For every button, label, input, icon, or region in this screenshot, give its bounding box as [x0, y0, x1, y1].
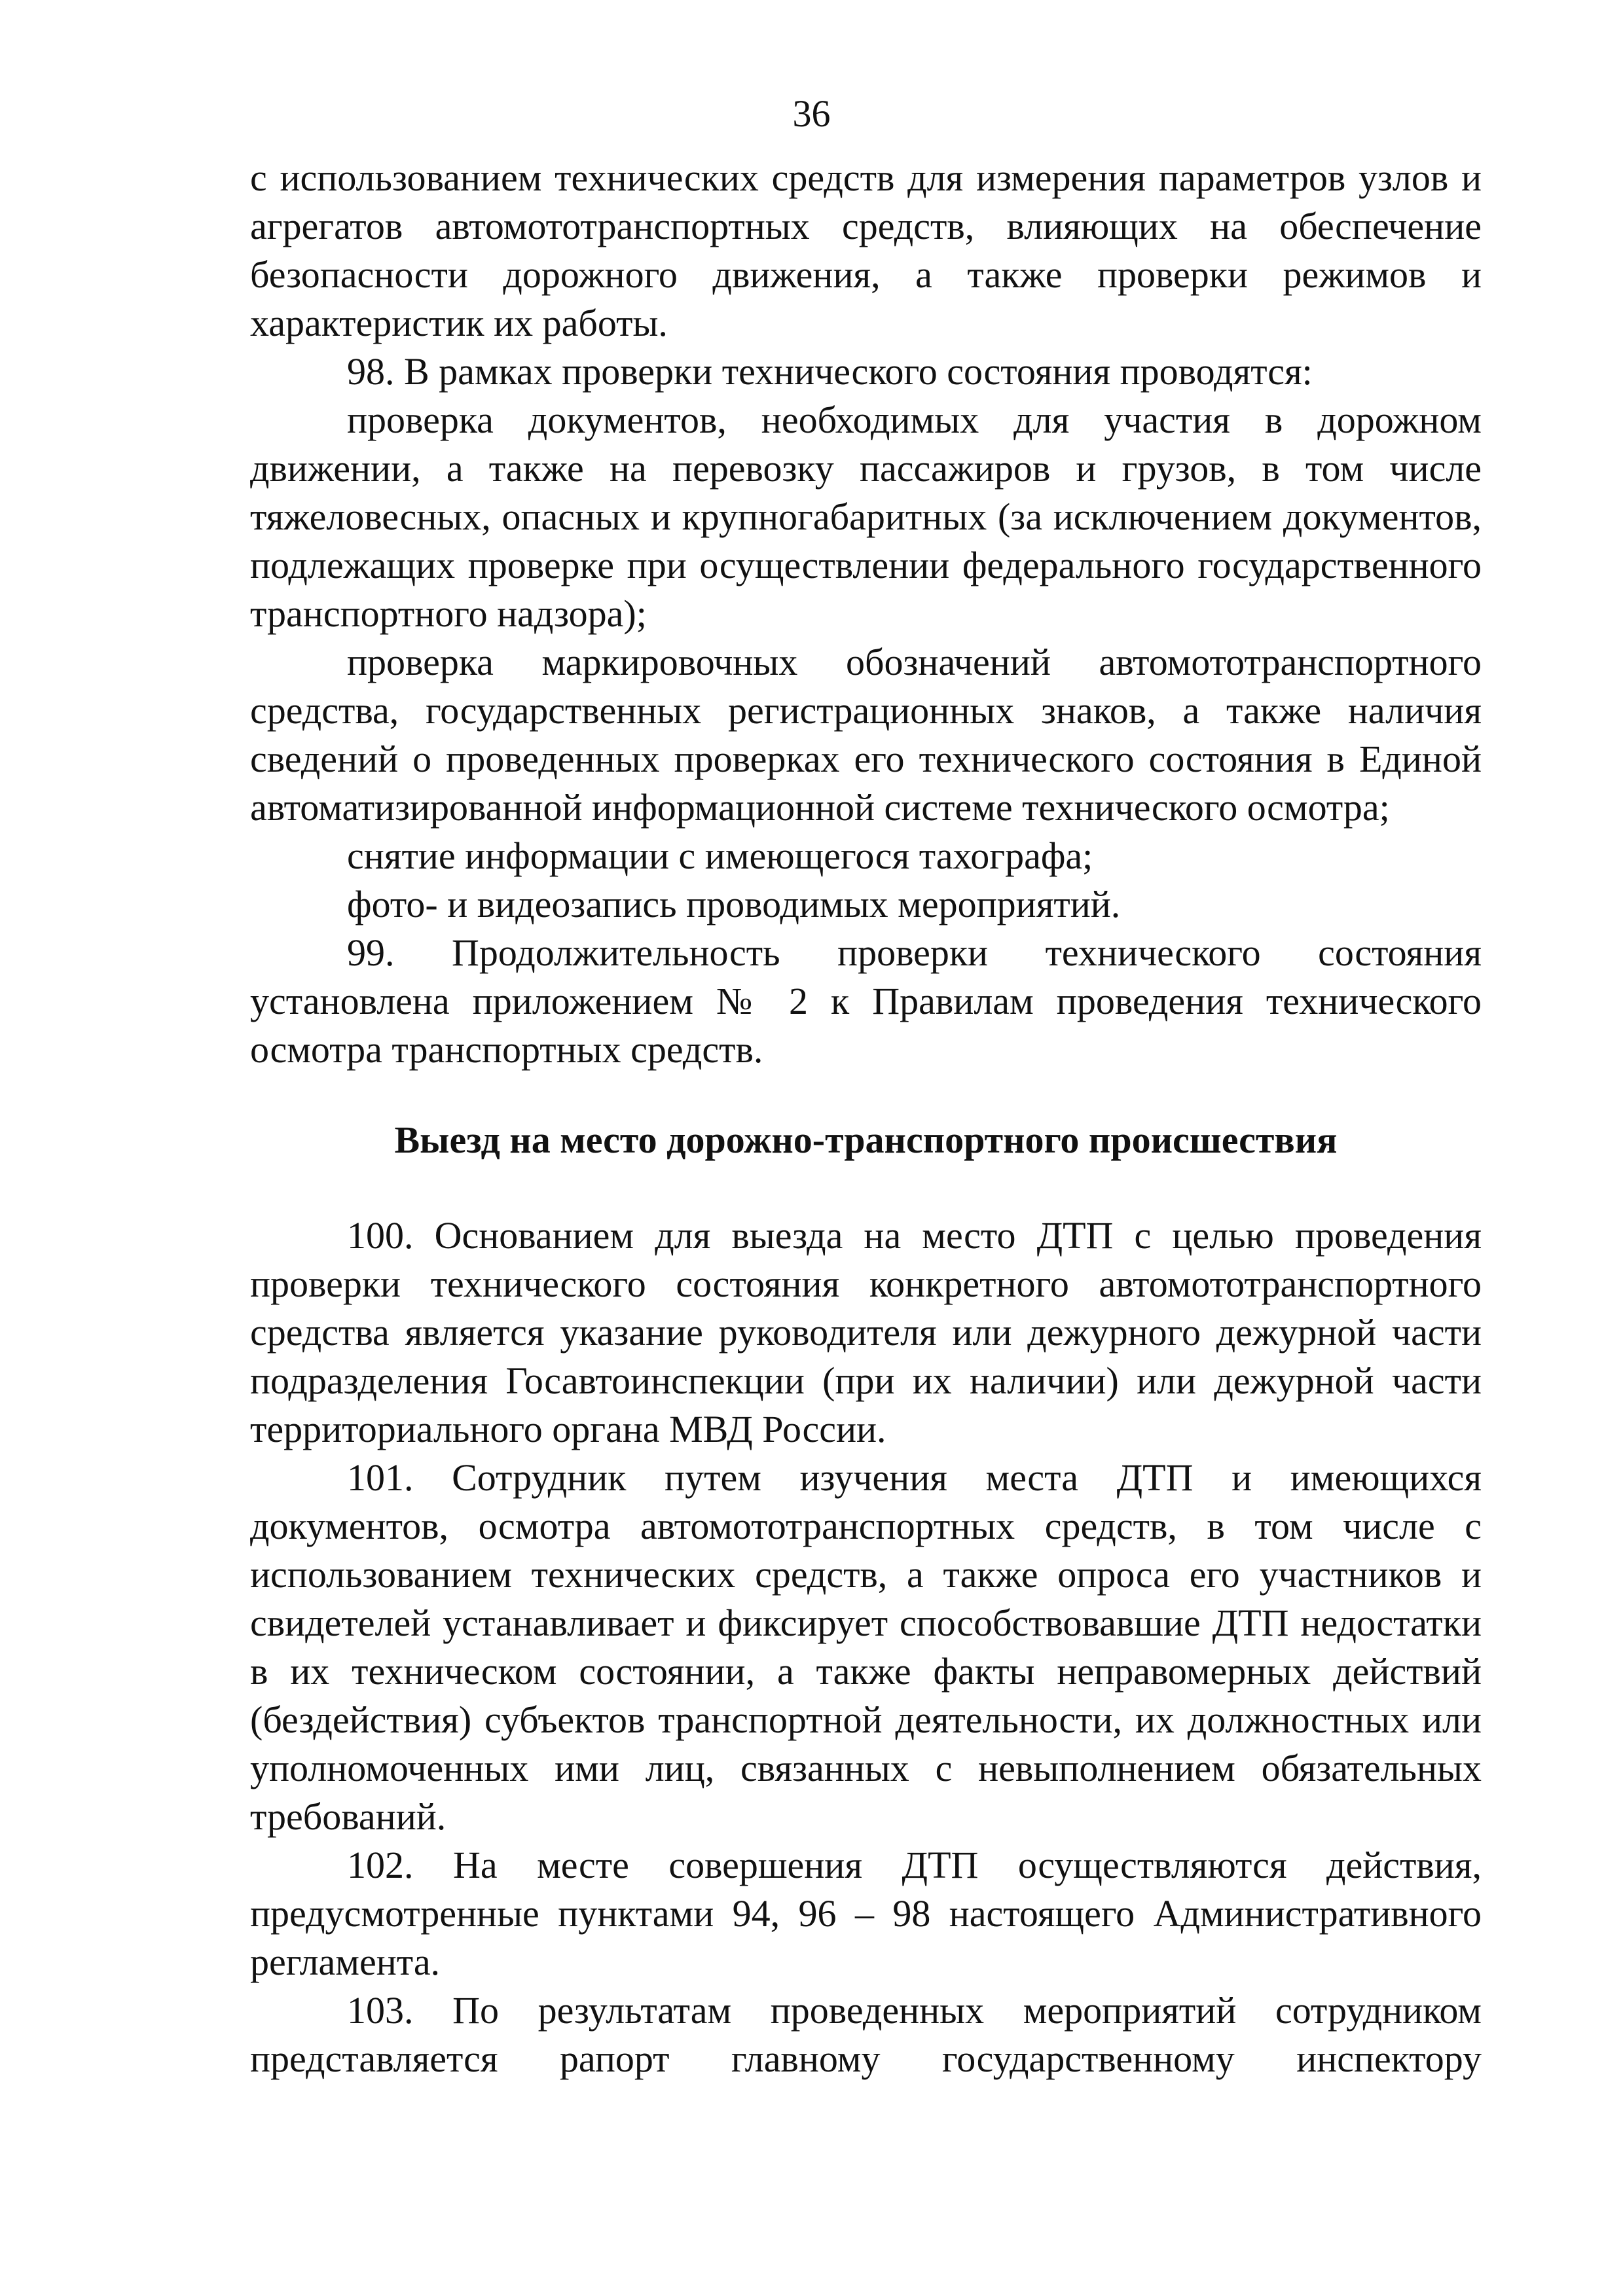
text-line: (бездействия) субъектов транспортной деятельности, их должностных или [250, 1698, 1482, 1741]
text-line: 103. По результатам проведенных мероприятий сотрудником [347, 1989, 1482, 2032]
text-line: средства является указание руководителя или дежурного дежурной части [250, 1311, 1482, 1354]
paragraph [250, 396, 1482, 638]
text-line: проверка маркировочных обозначений автомототранспортного [347, 641, 1482, 683]
paragraph [250, 154, 1482, 348]
paragraph [250, 638, 1482, 832]
text-line: 99. Продолжительность проверки технического состояния [347, 931, 1482, 974]
text-line: 100. Основанием для выезда на место ДТП с целью проведения [347, 1214, 1482, 1257]
text-line: безопасности дорожного движения, а также проверки режимов и [250, 253, 1482, 296]
text-line: движении, а также на перевозку пассажиров и грузов, в том числе [250, 447, 1482, 490]
paragraph [250, 832, 1482, 880]
text-line: установлена приложением № 2 к Правилам проведения технического [250, 980, 1482, 1022]
document-body [250, 154, 1482, 2083]
text-line: предусмотренные пунктами 94, 96 – 98 настоящего Административного [250, 1892, 1482, 1935]
text-line: территориального органа МВД России. [250, 1408, 886, 1450]
page-number: 36 [792, 92, 831, 135]
text-line: 98. В рамках проверки технического состояния проводятся: [347, 350, 1313, 393]
text-line: требований. [250, 1795, 447, 1838]
paragraph [250, 1841, 1482, 1986]
text-line: представляется рапорт главному государственному инспектору [250, 2037, 1482, 2080]
text-line: средства, государственных регистрационных знаков, а также наличия [250, 689, 1482, 732]
text-line: регламента. [250, 1941, 441, 1983]
text-line: документов, осмотра автомототранспортных средств, в том числе с [250, 1505, 1482, 1547]
text-line: 102. На месте совершения ДТП осуществляются действия, [347, 1844, 1482, 1886]
text-line: тяжеловесных, опасных и крупногабаритных (за исключением документов, [250, 495, 1482, 538]
paragraph [250, 880, 1482, 929]
paragraph [250, 348, 1482, 396]
paragraph [250, 1986, 1482, 2083]
paragraph [250, 1211, 1482, 1454]
text-line: агрегатов автомототранспортных средств, влияющих на обеспечение [250, 205, 1482, 247]
text-line: снятие информации с имеющегося тахографа; [347, 834, 1093, 877]
text-line: транспортного надзора); [250, 592, 647, 635]
text-line: 101. Сотрудник путем изучения места ДТП и имеющихся [347, 1456, 1482, 1499]
text-line: свидетелей устанавливает и фиксирует способствовавшие ДТП недостатки [250, 1602, 1482, 1644]
text-line: подлежащих проверке при осуществлении федерального государственного [250, 544, 1482, 586]
text-line: фото- и видеозапись проводимых мероприятий. [347, 883, 1121, 925]
section-heading: Выезд на место дорожно-транспортного происшествия [394, 1119, 1338, 1161]
text-line: характеристик их работы. [250, 302, 668, 344]
paragraph [250, 929, 1482, 1074]
text-line: уполномоченных ими лиц, связанных с невыполнением обязательных [250, 1747, 1482, 1789]
text-line: сведений о проведенных проверках его технического состояния в Единой [250, 738, 1482, 780]
text-line: с использованием технических средств для измерения параметров узлов и [250, 156, 1482, 199]
text-line: в их техническом состоянии, а также факты неправомерных действий [250, 1650, 1482, 1693]
text-line: подразделения Госавтоинспекции (при их наличии) или дежурной части [250, 1359, 1482, 1402]
text-line: осмотра транспортных средств. [250, 1028, 763, 1071]
text-line: проверка документов, необходимых для участия в дорожном [347, 399, 1482, 441]
text-line: использованием технических средств, а также опроса его участников и [250, 1553, 1482, 1596]
text-line: автоматизированной информационной системе технического осмотра; [250, 786, 1390, 829]
text-line: проверки технического состояния конкретного автомототранспортного [250, 1263, 1482, 1305]
paragraph [250, 1454, 1482, 1841]
